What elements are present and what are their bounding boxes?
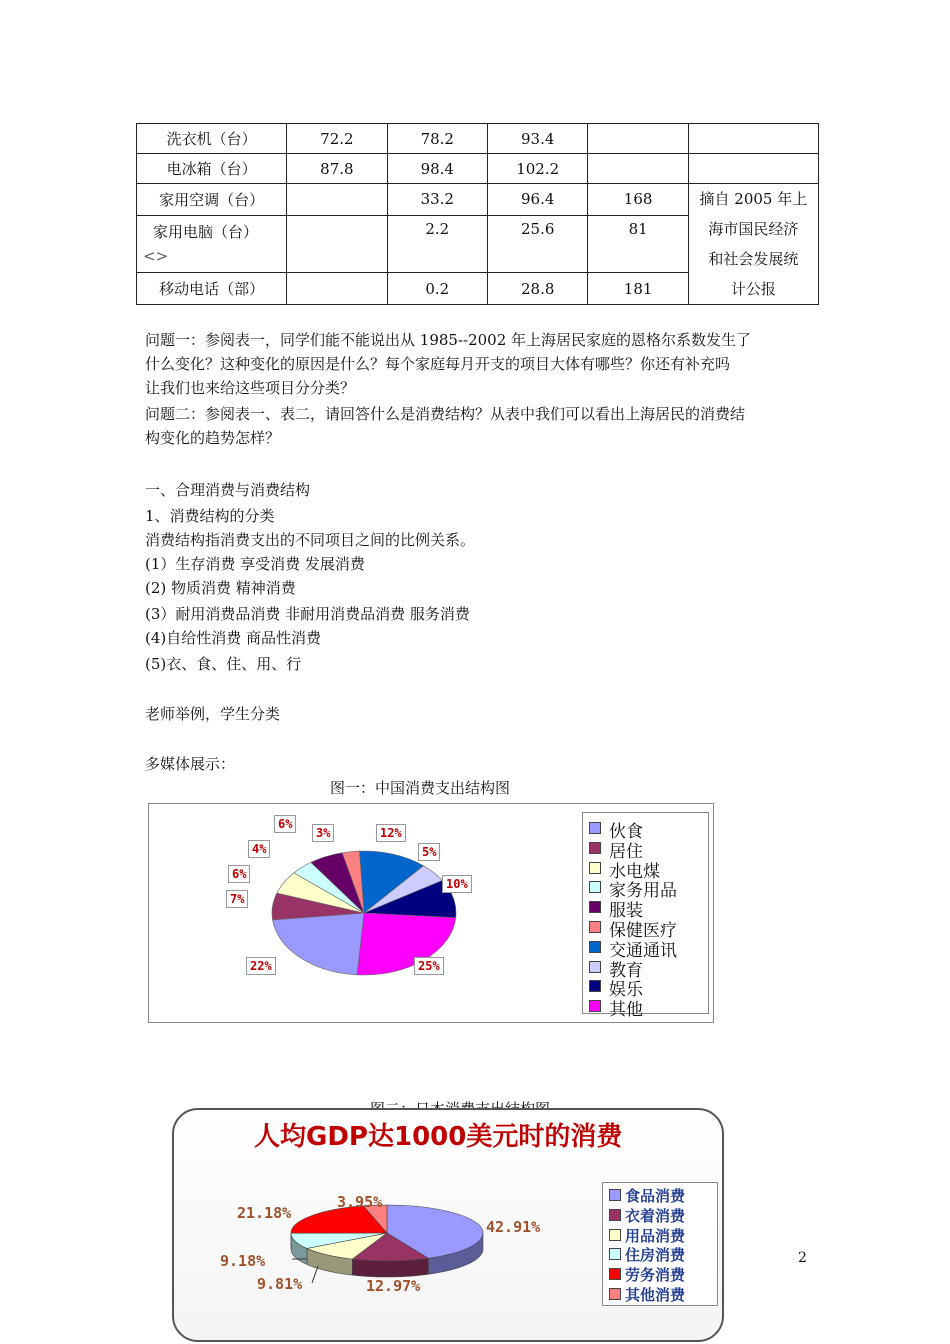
- legend-label: 家务用品: [609, 881, 677, 902]
- legend-swatch: [589, 980, 601, 992]
- table-cell: 96.4: [487, 184, 587, 216]
- table-cell: [287, 215, 387, 272]
- pie-data-label: 22%: [246, 957, 276, 975]
- table-cell: 102.2: [487, 154, 587, 184]
- pie-data-label: 7%: [226, 890, 248, 908]
- paragraph-line: 老师举例，学生分类: [145, 705, 281, 723]
- source-note-line: 摘自 2005 年上: [699, 190, 808, 208]
- pie-data-label: 12.97%: [366, 1277, 421, 1295]
- row-label-extra: <>: [143, 246, 169, 265]
- source-note-line: 和社会发展统: [708, 250, 799, 268]
- table-cell: [588, 154, 688, 184]
- pie-data-label: 4%: [248, 840, 270, 858]
- page-number: 2: [798, 1250, 807, 1266]
- legend-swatch: [589, 921, 601, 933]
- legend-swatch: [609, 1268, 621, 1280]
- source-note-cell: [688, 184, 818, 305]
- pie-data-label: 25%: [414, 957, 444, 975]
- paragraph-line: 多媒体展示：: [145, 755, 236, 773]
- pie-data-label: 21.18%: [237, 1204, 292, 1222]
- paragraph-line: 问题二：参阅表一、表二，请回答什么是消费结构？从表中我们可以看出上海居民的消费结: [145, 405, 746, 423]
- paragraph-line: (1）生存消费 享受消费 发展消费: [145, 555, 365, 573]
- paragraph-line: 构变化的趋势怎样？: [145, 429, 281, 447]
- legend-swatch: [609, 1189, 621, 1201]
- table-cell: [588, 124, 688, 154]
- table-row: [137, 154, 819, 184]
- row-label: 家用电脑（台）: [153, 222, 259, 241]
- chart2-title: 人均GDP达1000美元时的消费: [254, 1122, 623, 1152]
- legend-swatch: [609, 1288, 621, 1300]
- figure1-caption: 图一：中国消费支出结构图: [330, 779, 511, 797]
- legend-swatch: [589, 1000, 601, 1012]
- legend-label: 住房消费: [625, 1246, 686, 1265]
- legend-swatch: [589, 842, 601, 854]
- legend-label: 劳务消费: [625, 1266, 686, 1285]
- table-cell: 2.2: [387, 215, 487, 272]
- table-cell: [287, 273, 387, 305]
- legend-swatch: [609, 1209, 621, 1221]
- legend-label: 衣着消费: [625, 1206, 686, 1225]
- pie-data-label: 9.18%: [220, 1252, 266, 1270]
- legend-swatch: [589, 881, 601, 893]
- legend-label: 教育: [609, 960, 643, 981]
- chart1-pie: [148, 803, 578, 1021]
- source-note-line: 海市国民经济: [708, 220, 799, 238]
- source-note-line: 计公报: [730, 280, 776, 298]
- data-table: [136, 123, 819, 305]
- paragraph-line: 问题一：参阅表一，同学们能不能说出从 1985--2002 年上海居民家庭的恩格尔系数发生了: [145, 331, 752, 349]
- table-cell: [137, 215, 287, 272]
- table-cell: 33.2: [387, 184, 487, 216]
- table-cell: 93.4: [487, 124, 587, 154]
- legend-label: 其他消费: [625, 1286, 686, 1304]
- legend-label: 其他: [609, 1000, 643, 1021]
- table-cell: 168: [588, 184, 688, 216]
- paragraph-line: 让我们也来给这些项目分分类？: [145, 379, 356, 397]
- table-cell: 0.2: [387, 273, 487, 305]
- table-row: [137, 184, 819, 216]
- legend-label: 食品消费: [625, 1187, 686, 1205]
- table-cell: 98.4: [387, 154, 487, 184]
- legend-swatch: [589, 941, 601, 953]
- legend-label: 伙食: [609, 822, 643, 842]
- pie-data-label: 3%: [312, 824, 334, 842]
- legend-swatch: [589, 961, 601, 973]
- legend-swatch: [589, 901, 601, 913]
- legend-label: 居住: [609, 841, 643, 862]
- paragraph-line: 1、消费结构的分类: [145, 507, 275, 525]
- figure2-caption: [370, 1098, 550, 1108]
- pie-data-label: 6%: [274, 815, 296, 833]
- paragraph-line: 一、合理消费与消费结构: [145, 481, 311, 499]
- legend-label: 交通通讯: [609, 940, 677, 961]
- pie-data-label: 3.95%: [337, 1193, 383, 1211]
- legend-label: 用品消费: [625, 1226, 686, 1245]
- pie-slice-伙食: [273, 913, 364, 975]
- paragraph-line: (5)衣、食、住、用、行: [145, 655, 302, 673]
- paragraph-line: 什么变化？这种变化的原因是什么？每个家庭每月开支的项目大体有哪些？你还有补充吗: [145, 355, 731, 373]
- table-cell: [287, 184, 387, 216]
- legend-swatch: [589, 822, 601, 834]
- leader-line: [312, 1266, 318, 1283]
- paragraph-line: (3）耐用消费品消费 非耐用消费品消费 服务消费: [145, 605, 470, 623]
- table-cell: 181: [588, 273, 688, 305]
- legend-swatch: [609, 1248, 621, 1260]
- pie-data-label: 9.81%: [257, 1275, 303, 1293]
- pie-data-label: 5%: [418, 843, 440, 861]
- table-cell: [688, 124, 818, 154]
- table-cell: 25.6: [487, 215, 587, 272]
- table-cell: 28.8: [487, 273, 587, 305]
- legend-swatch: [589, 862, 601, 874]
- paragraph-line: (2) 物质消费 精神消费: [145, 579, 296, 597]
- legend-label: 保健医疗: [609, 921, 677, 941]
- table-cell: 81: [588, 215, 688, 272]
- table-cell: 87.8: [287, 154, 387, 184]
- legend-label: 娱乐: [609, 980, 643, 1001]
- legend-label: 水电煤: [609, 861, 660, 882]
- table-cell: 78.2: [387, 124, 487, 154]
- pie-data-label: 6%: [228, 865, 250, 883]
- legend-label: 服装: [609, 901, 643, 922]
- pie-data-label: 12%: [376, 824, 406, 842]
- table-row: [137, 124, 819, 154]
- table-cell: 电冰箱（台）: [137, 154, 287, 184]
- table-cell: 家用空调（台）: [137, 184, 287, 216]
- pie-data-label: 10%: [442, 875, 472, 893]
- table-cell: 72.2: [287, 124, 387, 154]
- paragraph-line: (4)自给性消费 商品性消费: [145, 629, 322, 647]
- table-cell: 洗衣机（台）: [137, 124, 287, 154]
- legend-swatch: [609, 1229, 621, 1241]
- chart1-legend: [582, 812, 709, 1021]
- chart2-legend: [602, 1182, 718, 1306]
- table-cell: [688, 154, 818, 184]
- table-cell: 移动电话（部）: [137, 273, 287, 305]
- paragraph-line: 消费结构指消费支出的不同项目之间的比例关系。: [145, 531, 476, 549]
- pie-data-label: 42.91%: [486, 1218, 541, 1236]
